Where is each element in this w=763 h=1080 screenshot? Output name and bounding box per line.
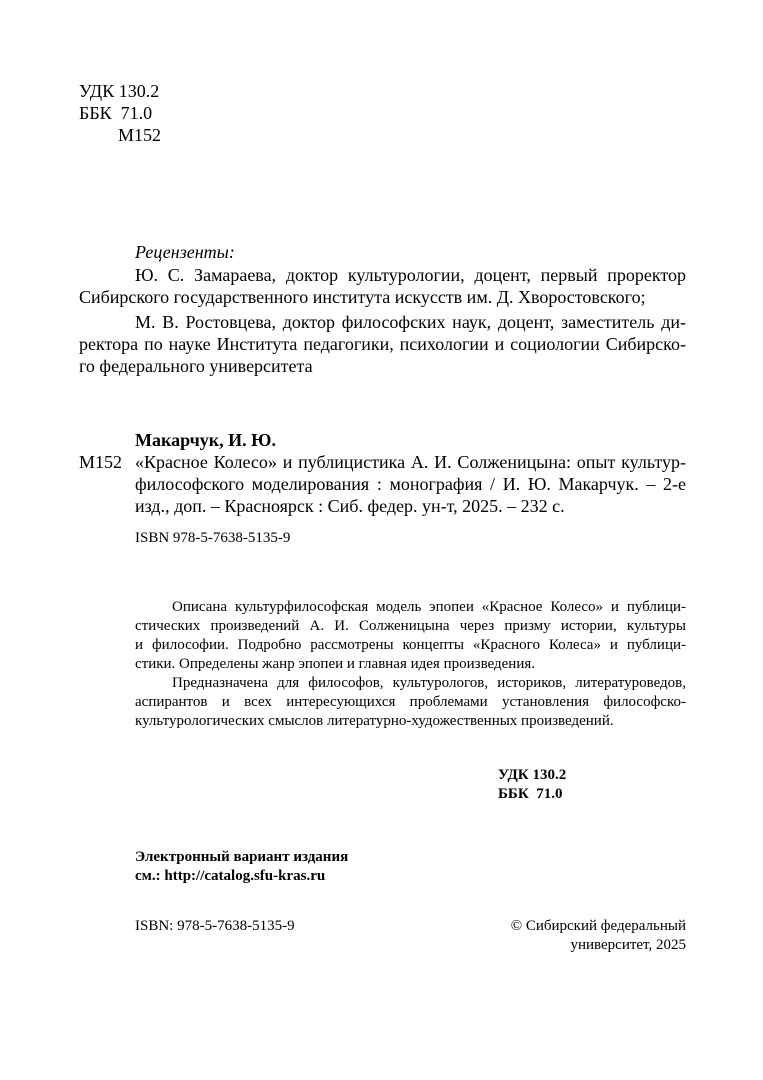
bbk-code: ББК 71.0 [79, 103, 153, 123]
electronic-version-link: см.: http://catalog.sfu-kras.ru [135, 868, 326, 884]
footer-isbn: ISBN: 978-5-7638-5135-9 [135, 918, 295, 934]
annotation-p2-line1: Предназначена для философов, культурологов, историков, литературоведов, [172, 675, 686, 691]
annotation-p1-line2: стических произведений А. И. Солженицына через призму истории, культуры [135, 618, 686, 634]
annotation-p2-line3: культурологических смыслов литературно-художественных произведений. [135, 713, 614, 729]
udk-code: УДК 130.2 [79, 81, 160, 101]
catalog-line1: «Красное Колесо» и публицистика А. И. Солженицына: опыт культур- [135, 452, 686, 472]
annotation-p1-line1: Описана культурфилософская модель эпопеи «Красное Колесо» и публици- [172, 599, 686, 615]
annotation-p1-line3: и философии. Подробно рассмотрены концепты «Красного Колеса» и публици- [135, 637, 686, 653]
author-sign: М152 [118, 125, 162, 145]
annotation-p1-line4: стики. Определены жанр эпопеи и главная идея произведения. [135, 656, 536, 672]
reviewer1-line2: Сибирского государственного института искусств им. Д. Хворостовского; [79, 287, 646, 307]
reviewer2-line3: го федерального университета [79, 356, 313, 376]
catalog-sign: М152 [79, 452, 123, 472]
reviewer1-line1: Ю. С. Замараева, доктор культурологии, доцент, первый проректор [135, 265, 686, 285]
reviewer2-line2: ректора по науке Института педагогики, психологии и социологии Сибирско- [79, 334, 686, 354]
catalog-line2: философского моделирования : монография / И. Ю. Макарчук. – 2-е [135, 474, 686, 494]
reviewers-heading: Рецензенты: [135, 242, 235, 262]
catalog-author: Макарчук, И. Ю. [135, 430, 276, 450]
udk-code-bold: УДК 130.2 [498, 767, 567, 783]
catalog-description [135, 451, 686, 517]
reviewers-block [79, 264, 686, 377]
copyright-line1: © Сибирский федеральный [510, 918, 686, 934]
bbk-code-bold: ББК 71.0 [498, 786, 563, 802]
annotation-p2-line2: аспирантов и всех интересующихся проблемами установления философско- [135, 694, 686, 710]
copyright-line2: университет, 2025 [570, 937, 686, 953]
copyright [486, 917, 686, 955]
reviewer2-line1: М. В. Ростовцева, доктор философских наук, доцент, заместитель ди- [135, 312, 686, 332]
catalog-line3: изд., доп. – Красноярск : Сиб. федер. ун-т, 2025. – 232 с. [135, 496, 565, 516]
catalog-isbn: ISBN 978-5-7638-5135-9 [135, 530, 291, 546]
electronic-version-title: Электронный вариант издания [135, 849, 349, 865]
annotation [135, 598, 686, 731]
